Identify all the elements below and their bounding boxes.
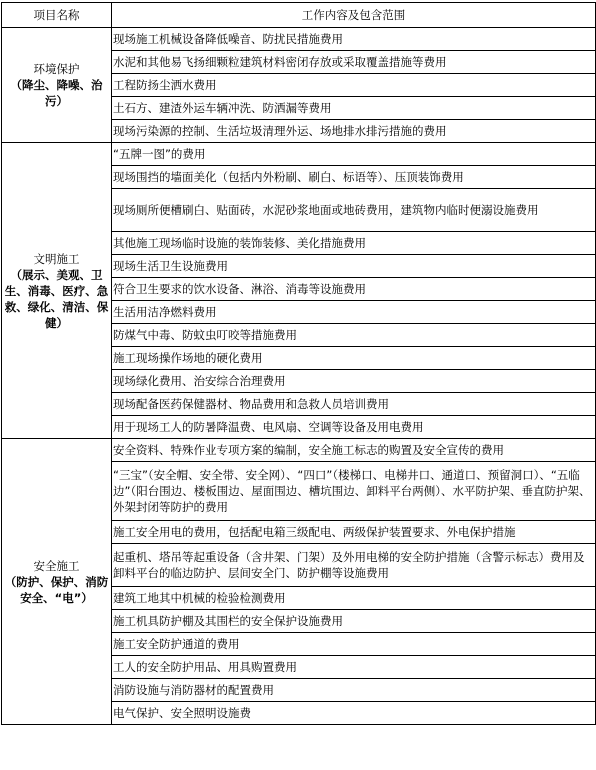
- table-cell-item: 电气保护、安全照明设施费: [112, 702, 596, 725]
- table-cell-item: 施工安全用电的费用，包括配电箱三级配电、两级保护装置要求、外电保护措施: [112, 521, 596, 544]
- header-work-content: 工作内容及包含范围: [112, 3, 596, 28]
- category-subtitle: （防护、保护、消防安全、“电”）: [4, 574, 109, 605]
- category-subtitle: （降尘、降噪、治污）: [10, 78, 103, 108]
- table-row: [2, 439, 596, 462]
- category-environment: [2, 28, 112, 143]
- table-cell-item: 施工机具防护棚及其围栏的安全保护设施费用: [112, 610, 596, 633]
- table-cell-item: 现场厕所便槽刷白、贴面砖，水泥砂浆地面或地砖费用，建筑物内临时便溺设施费用: [112, 189, 596, 232]
- table-cell-item: 符合卫生要求的饮水设备、淋浴、消毒等设施费用: [112, 278, 596, 301]
- table-cell-item: 生活用洁净燃料费用: [112, 301, 596, 324]
- table-cell-item: 防煤气中毒、防蚊虫叮咬等措施费用: [112, 324, 596, 347]
- table-cell-item: 现场绿化费用、治安综合治理费用: [112, 370, 596, 393]
- table-row: [2, 143, 596, 166]
- cost-scope-table: [1, 2, 596, 725]
- header-project-name: 项目名称: [2, 3, 112, 28]
- table-cell-item: 现场生活卫生设施费用: [112, 255, 596, 278]
- category-name: 文明施工: [33, 251, 80, 266]
- table-cell-item: 用于现场工人的防暑降温费、电风扇、空调等设备及用电费用: [112, 416, 596, 439]
- table-row: [2, 28, 596, 51]
- table-cell-item: 工人的安全防护用品、用具购置费用: [112, 656, 596, 679]
- table-cell-item: 现场污染源的控制、生活垃圾清理外运、场地排水排污措施的费用: [112, 120, 596, 143]
- table-cell-item: 安全资料、特殊作业专项方案的编制，安全施工标志的购置及安全宣传的费用: [112, 439, 596, 462]
- table-cell-item: 现场围挡的墙面美化（包括内外粉刷、刷白、标语等）、压顶装饰费用: [112, 166, 596, 189]
- table-cell-item: 现场施工机械设备降低噪音、防扰民措施费用: [112, 28, 596, 51]
- table-cell-item: 施工安全防护通道的费用: [112, 633, 596, 656]
- table-cell-item: “三宝”（安全帽、安全带、安全网）、“四口”（楼梯口、电梯井口、通道口、预留洞口）、“五临边”（阳台围边、楼板围边、屋面围边、槽坑围边、卸料平台两侧）、水平防护架、垂直防护架、外架封闭等防护的费用: [112, 462, 596, 521]
- table-cell-item: 工程防扬尘洒水费用: [112, 74, 596, 97]
- table-cell-item: 土石方、建渣外运车辆冲洗、防洒漏等费用: [112, 97, 596, 120]
- table-cell-item: 消防设施与消防器材的配置费用: [112, 679, 596, 702]
- table-cell-item: 现场配备医药保健器材、物品费用和急救人员培训费用: [112, 393, 596, 416]
- table-cell-item: 起重机、塔吊等起重设备（含井架、门架）及外用电梯的安全防护措施（含警示标志）费用及卸料平台的临边防护、层间安全门、防护棚等设施费用: [112, 544, 596, 587]
- table-cell-item: 建筑工地其中机械的检验检测费用: [112, 587, 596, 610]
- category-safe-construction: [2, 439, 112, 725]
- category-name: 安全施工: [33, 558, 80, 573]
- table-header-row: [2, 3, 596, 28]
- table-cell-item: 施工现场操作场地的硬化费用: [112, 347, 596, 370]
- table-cell-item: 其他施工现场临时设施的装饰装修、美化措施费用: [112, 232, 596, 255]
- category-name: 环境保护: [33, 62, 80, 76]
- category-civilized-construction: [2, 143, 112, 439]
- table-cell-item: 水泥和其他易飞扬细颗粒建筑材料密闭存放或采取覆盖措施等费用: [112, 51, 596, 74]
- table-cell-item: “五牌一图”的费用: [112, 143, 596, 166]
- category-subtitle: （展示、美观、卫生、消毒、医疗、急救、绿化、清洁、保健）: [4, 267, 109, 330]
